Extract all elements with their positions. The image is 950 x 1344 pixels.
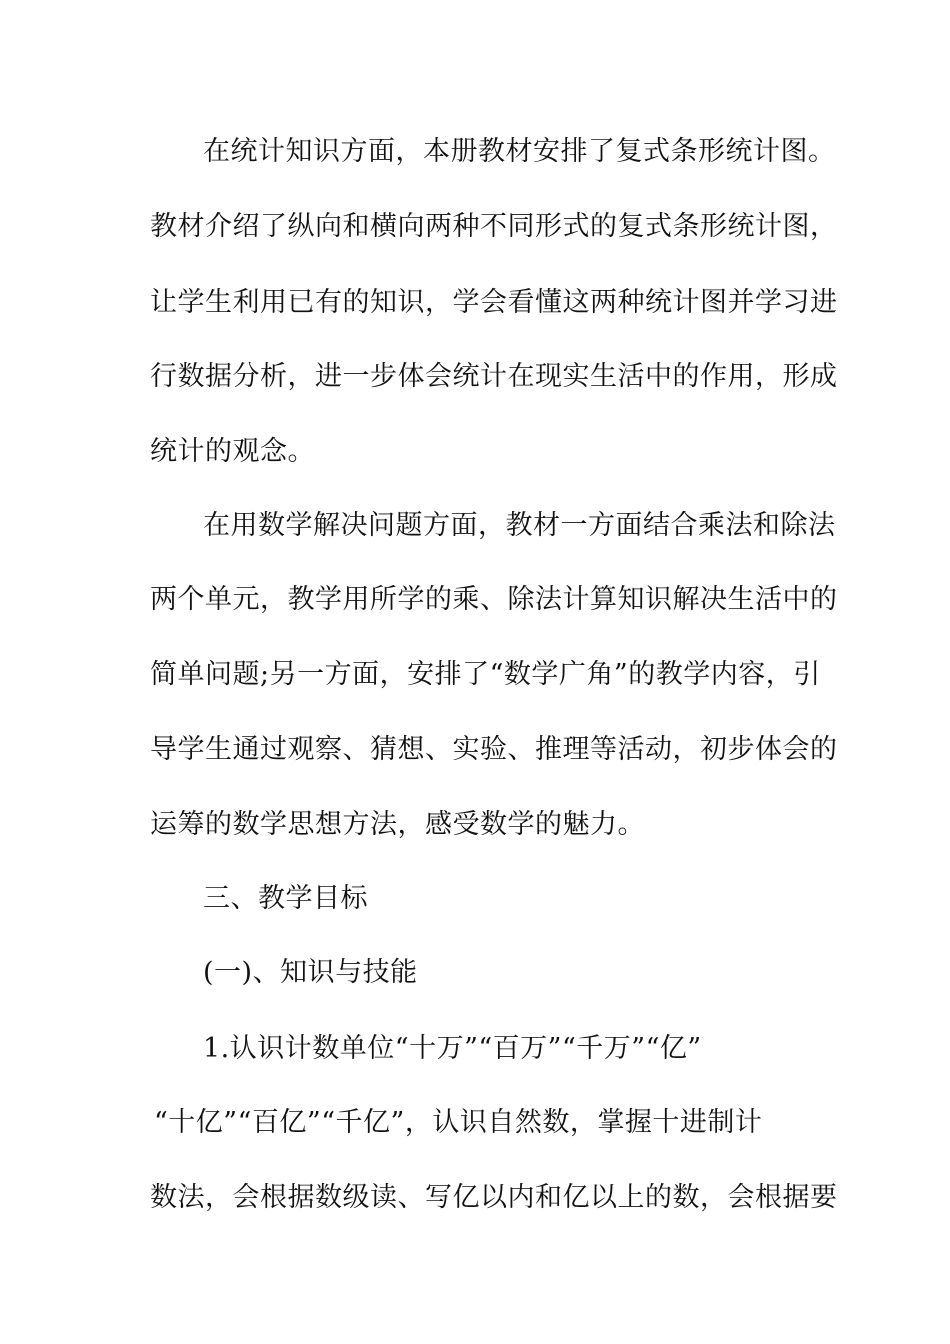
- paragraph-line: 数法，会根据数级读、写亿以内和亿以上的数，会根据要: [150, 1182, 838, 1213]
- section-heading: 三、教学目标: [203, 883, 368, 914]
- paragraph-line: 让学生利用已有的知识，学会看懂这两种统计图并学习进: [150, 287, 838, 318]
- paragraph-line: 教材介绍了纵向和横向两种不同形式的复式条形统计图，: [150, 211, 838, 242]
- paragraph-line: 在统计知识方面，本册教材安排了复式条形统计图。: [203, 136, 836, 167]
- paragraph-line: “十亿”“百亿”“千亿”，认识自然数，掌握十进制计: [154, 1107, 763, 1138]
- subsection-heading: (一)、知识与技能: [203, 957, 418, 988]
- paragraph-line: 运筹的数学思想方法，感受数学的魅力。: [150, 809, 645, 840]
- paragraph-line: 在用数学解决问题方面，教材一方面结合乘法和除法: [203, 510, 836, 541]
- paragraph-line: 统计的观念。: [150, 436, 315, 467]
- paragraph-line: 两个单元，教学用所学的乘、除法计算知识解决生活中的: [150, 584, 838, 615]
- paragraph-line: 1.认识计数单位“十万”“百万”“千万”“亿”: [203, 1033, 702, 1064]
- paragraph-line: 简单问题;另一方面，安排了“数学广角”的教学内容，引: [150, 659, 821, 690]
- paragraph-line: 导学生通过观察、猜想、实验、推理等活动，初步体会的: [150, 734, 838, 765]
- paragraph-line: 行数据分析，进一步体会统计在现实生活中的作用，形成: [150, 361, 838, 392]
